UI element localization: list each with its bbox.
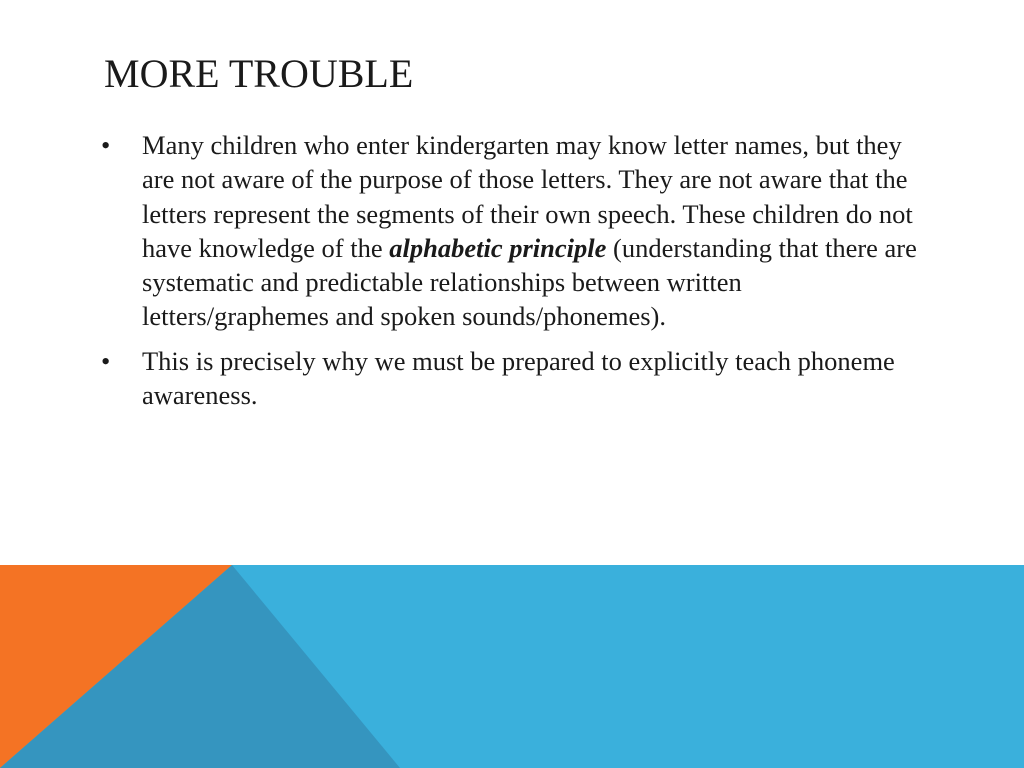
bullet-item [98,128,918,334]
footer-decoration [0,565,1024,768]
bullet-text [142,130,917,331]
slide-title: MORE TROUBLE [104,51,414,96]
bullet-text: This is precisely why we must be prepared to explicitly teach phoneme awareness. [142,345,895,411]
bullet-text-part: (understanding that there are systematic and predictable relationships between written letters/graphemes and spoken sounds/phonemes). [142,232,917,332]
bullet-list [98,128,918,422]
bullet-text-part: Many children who enter kindergarten may know letter names, but they are not aware of the purpose of those letters. They are not aware that the letters represent the segments of their own speech. These children do not have knowledge of the [142,130,913,263]
bullet-marker: • [101,345,111,376]
bullet-item [98,344,918,413]
emphasized-term: alphabetic principle [389,232,607,263]
bullet-marker: • [101,130,111,160]
